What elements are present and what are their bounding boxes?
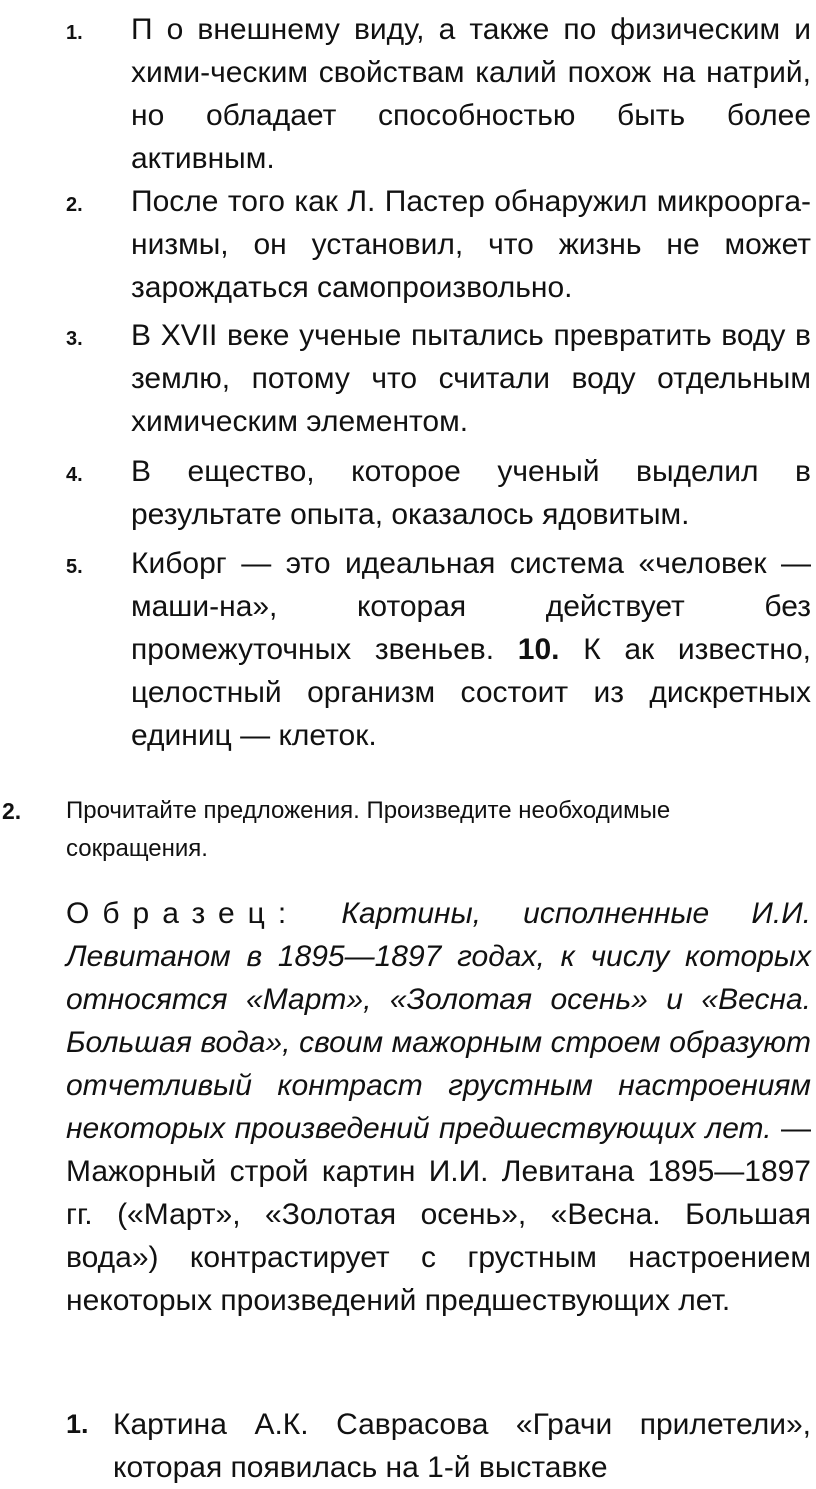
item-text xyxy=(131,542,811,757)
item-text-part: К ак известно, целостный организм состоит из дискретных единиц — клеток. xyxy=(131,633,812,752)
sample-label: Образец: xyxy=(66,897,300,930)
inline-item-number: 10. xyxy=(517,633,560,666)
item-number: 5. xyxy=(66,556,83,578)
item-text: В ещество, которое ученый выделил в результате опыта, оказалось ядовитым. xyxy=(131,455,811,531)
item-text: После того как Л. Пастер обнаружил микроорга-низмы, он установил, что жизнь не может зарождаться самопроизвольно. xyxy=(131,185,811,304)
sample-source-sentence: Картины, исполненные И.И. Левитаном в 1895—1897 годах, к числу которых относятся «Март», «Золотая осень» и «Весна. Большая вода», своим мажорным строем образуют отчетливый контраст грустным настроениям некоторых произведений предшествующих лет. xyxy=(66,897,811,1145)
exercise-instruction: Прочитайте предложения. Произведите необходимые сокращения. xyxy=(66,797,671,862)
item-number: 4. xyxy=(66,464,83,486)
item-number: 3. xyxy=(66,328,83,350)
item-text: П о внешнему виду, а также по физическим и хими-ческим свойствам калий похож на натрий, но обладает способностью быть более активным. xyxy=(131,13,811,175)
sample-shortened-sentence: — Мажорный строй картин И.И. Левитана 1895—1897 гг. («Март», «Золотая осень», «Весна. Большая вода») контрастирует с грустным настроением некоторых произведений предшествующих лет. xyxy=(66,1112,811,1317)
sample-paragraph xyxy=(66,892,811,1322)
item-number: 1. xyxy=(66,22,83,44)
item-text-part: Киборг — это идеальная система «человек — маши-на», которая действует без промежуточных звеньев. xyxy=(131,547,811,666)
task-number: 1. xyxy=(66,1409,89,1439)
section-number: 2. xyxy=(2,798,22,824)
task-text: Картина А.К. Саврасова «Грачи прилетели», которая появилась на 1-й выставке xyxy=(113,1408,811,1484)
item-text: В XVII веке ученые пытались превратить воду в землю, потому что считали воду отдельным химическим элементом. xyxy=(131,319,811,438)
item-number: 2. xyxy=(66,194,83,216)
